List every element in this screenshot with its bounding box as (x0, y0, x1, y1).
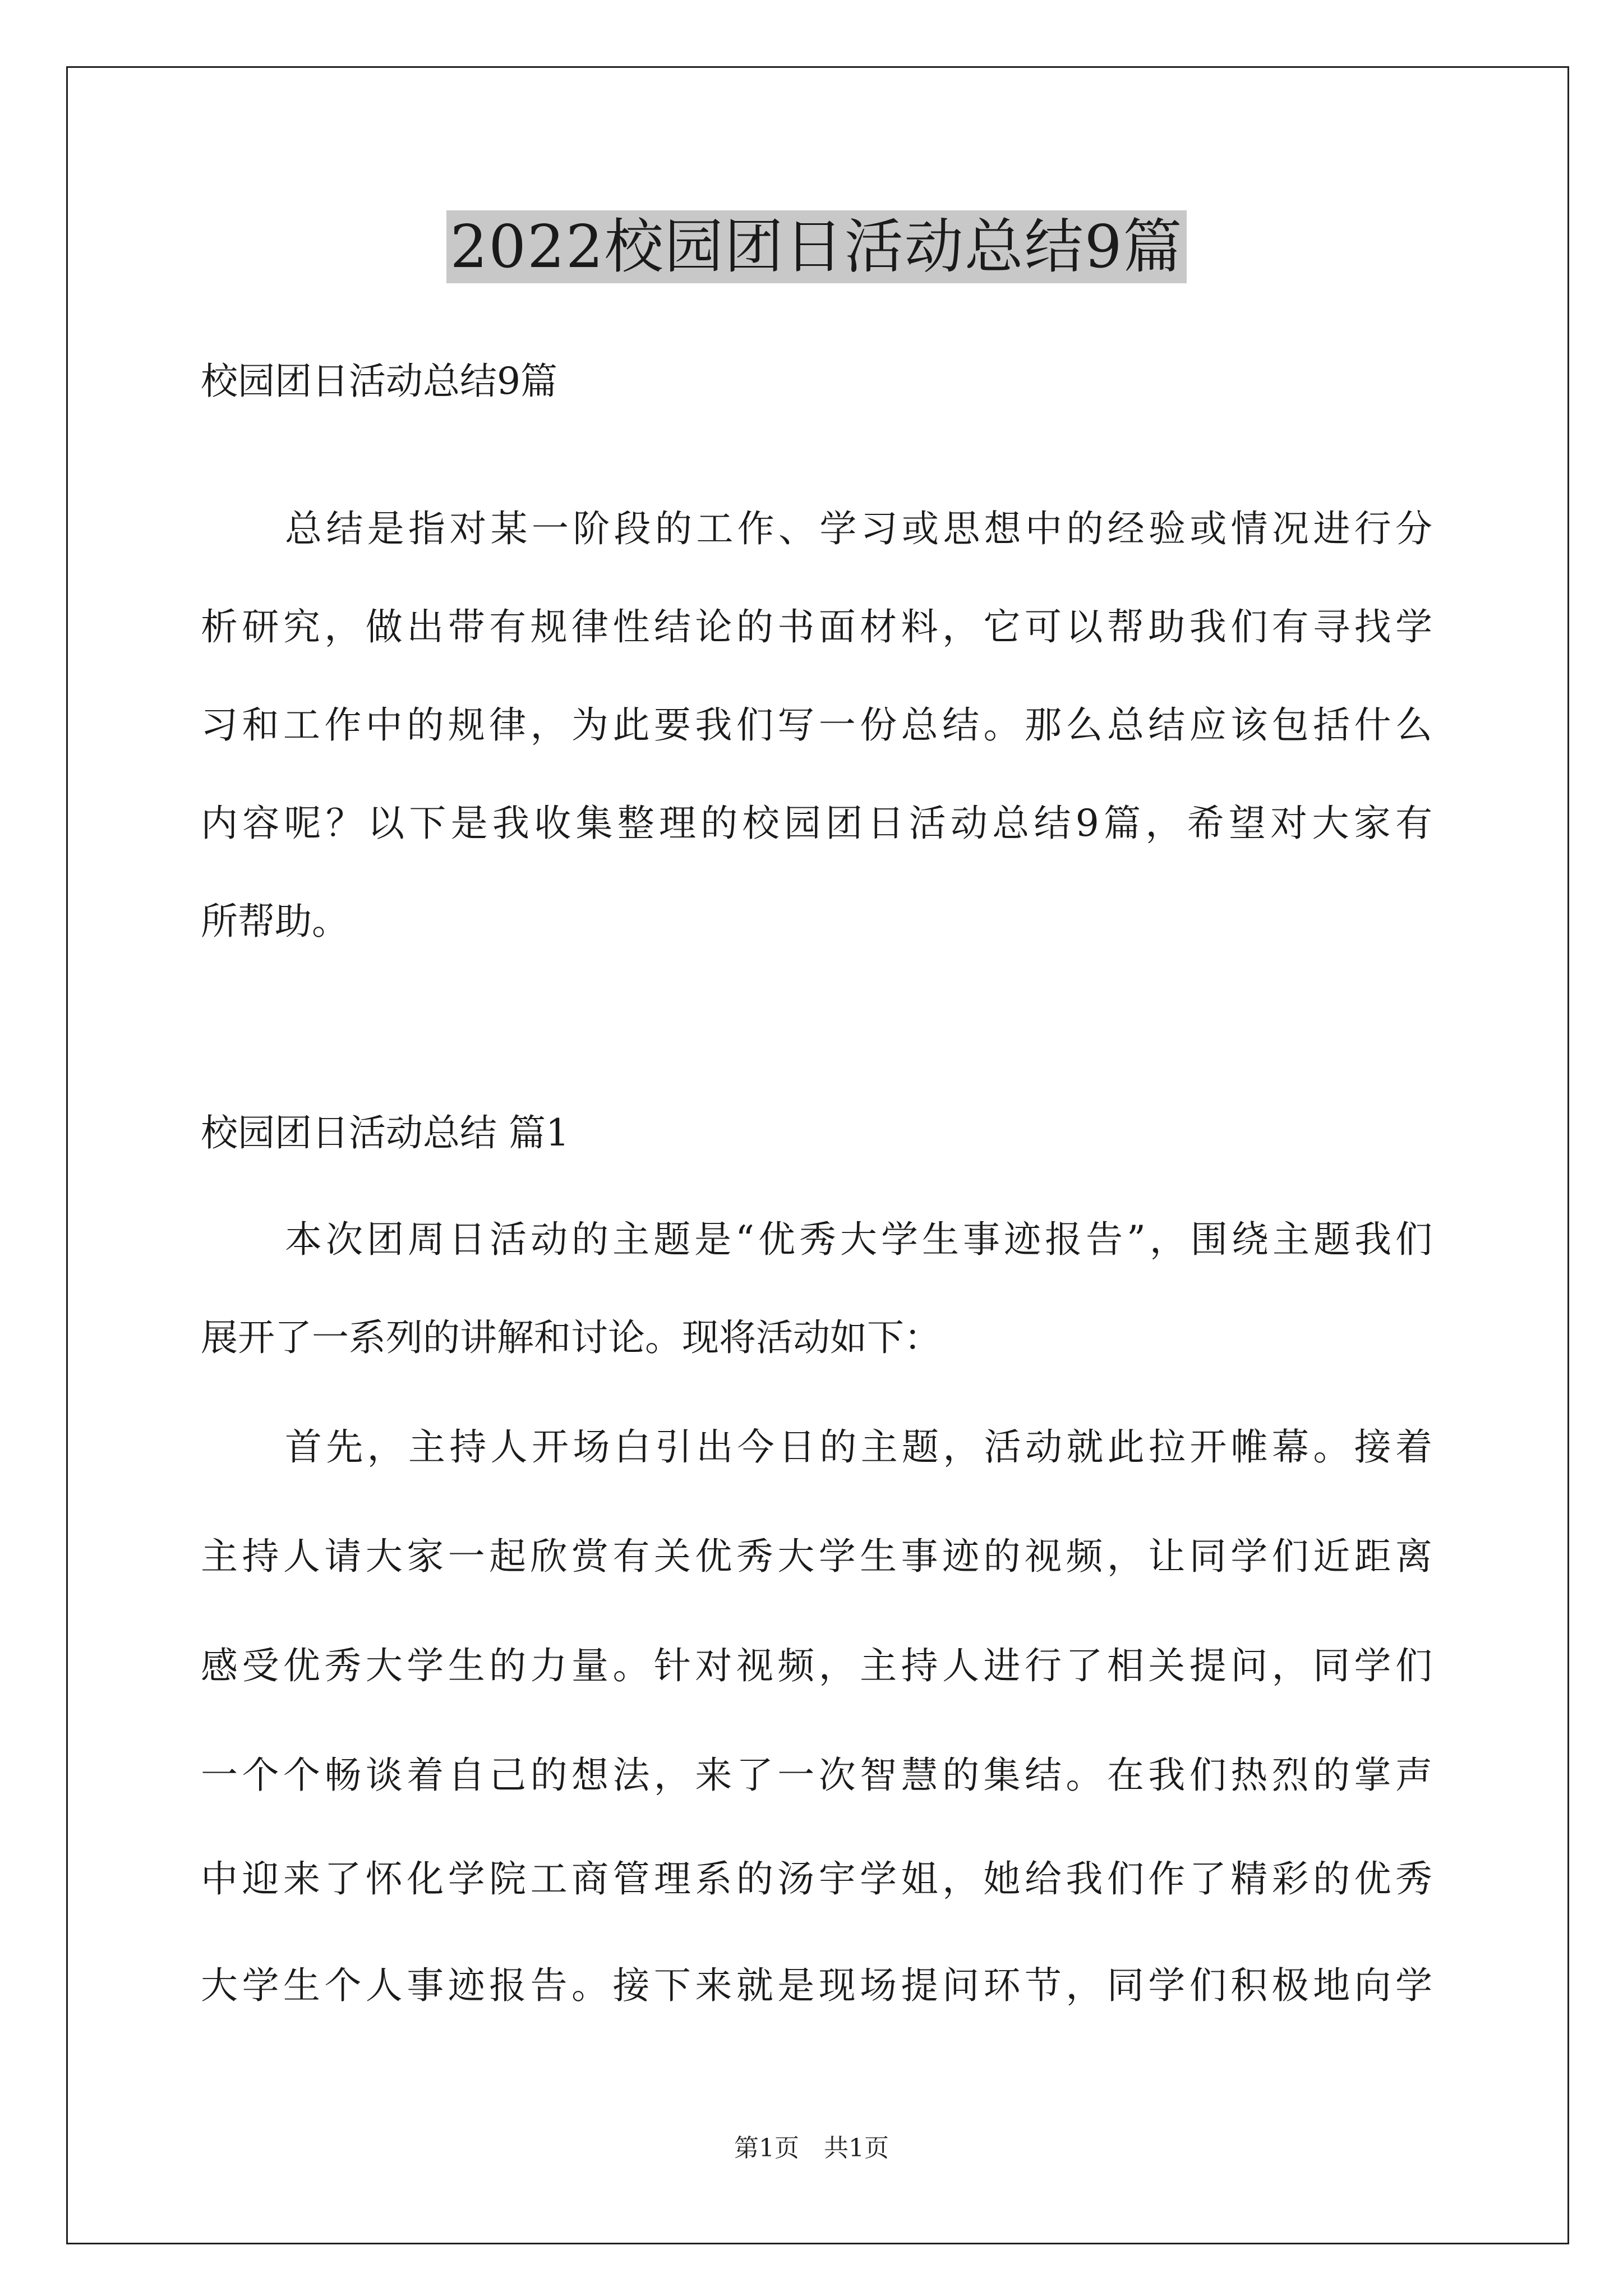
para2-line-4: 一个个畅谈着自己的想法，来了一次智慧的集结。在我们热烈的掌声 (201, 1754, 1432, 1797)
page-total: 共1页 (824, 2134, 889, 2162)
document-subtitle: 校园团日活动总结9篇 (201, 360, 557, 403)
page-footer (0, 2132, 1623, 2165)
title-container (201, 210, 1432, 283)
para1-line-2: 展开了一系列的讲解和讨论。现将活动如下： (201, 1316, 941, 1359)
para2-line-3: 感受优秀大学生的力量。针对视频，主持人进行了相关提问，同学们 (201, 1644, 1432, 1687)
intro-line-2: 析研究，做出带有规律性结论的书面材料，它可以帮助我们有寻找学 (201, 605, 1432, 648)
page-number: 第1页 (734, 2134, 799, 2162)
para2-line-6: 大学生个人事迹报告。接下来就是现场提问环节，同学们积极地向学 (201, 1964, 1432, 2007)
para2-line-2: 主持人请大家一起欣赏有关优秀大学生事迹的视频，让同学们近距离 (201, 1535, 1432, 1578)
para1-line-1: 本次团周日活动的主题是“优秀大学生事迹报告”，围绕主题我们 (285, 1218, 1432, 1261)
intro-line-3: 习和工作中的规律，为此要我们写一份总结。那么总结应该包括什么 (201, 703, 1432, 747)
section-heading: 校园团日活动总结 篇1 (201, 1111, 569, 1154)
intro-line-4: 内容呢？以下是我收集整理的校园团日活动总结9篇，希望对大家有 (201, 802, 1432, 845)
document-title: 2022校园团日活动总结9篇 (446, 210, 1186, 283)
para2-line-1: 首先，主持人开场白引出今日的主题，活动就此拉开帷幕。接着 (285, 1425, 1432, 1469)
intro-line-1: 总结是指对某一阶段的工作、学习或思想中的经验或情况进行分 (285, 507, 1432, 550)
para2-line-5: 中迎来了怀化学院工商管理系的汤宇学姐，她给我们作了精彩的优秀 (201, 1857, 1432, 1901)
intro-line-5: 所帮助。 (201, 900, 349, 943)
